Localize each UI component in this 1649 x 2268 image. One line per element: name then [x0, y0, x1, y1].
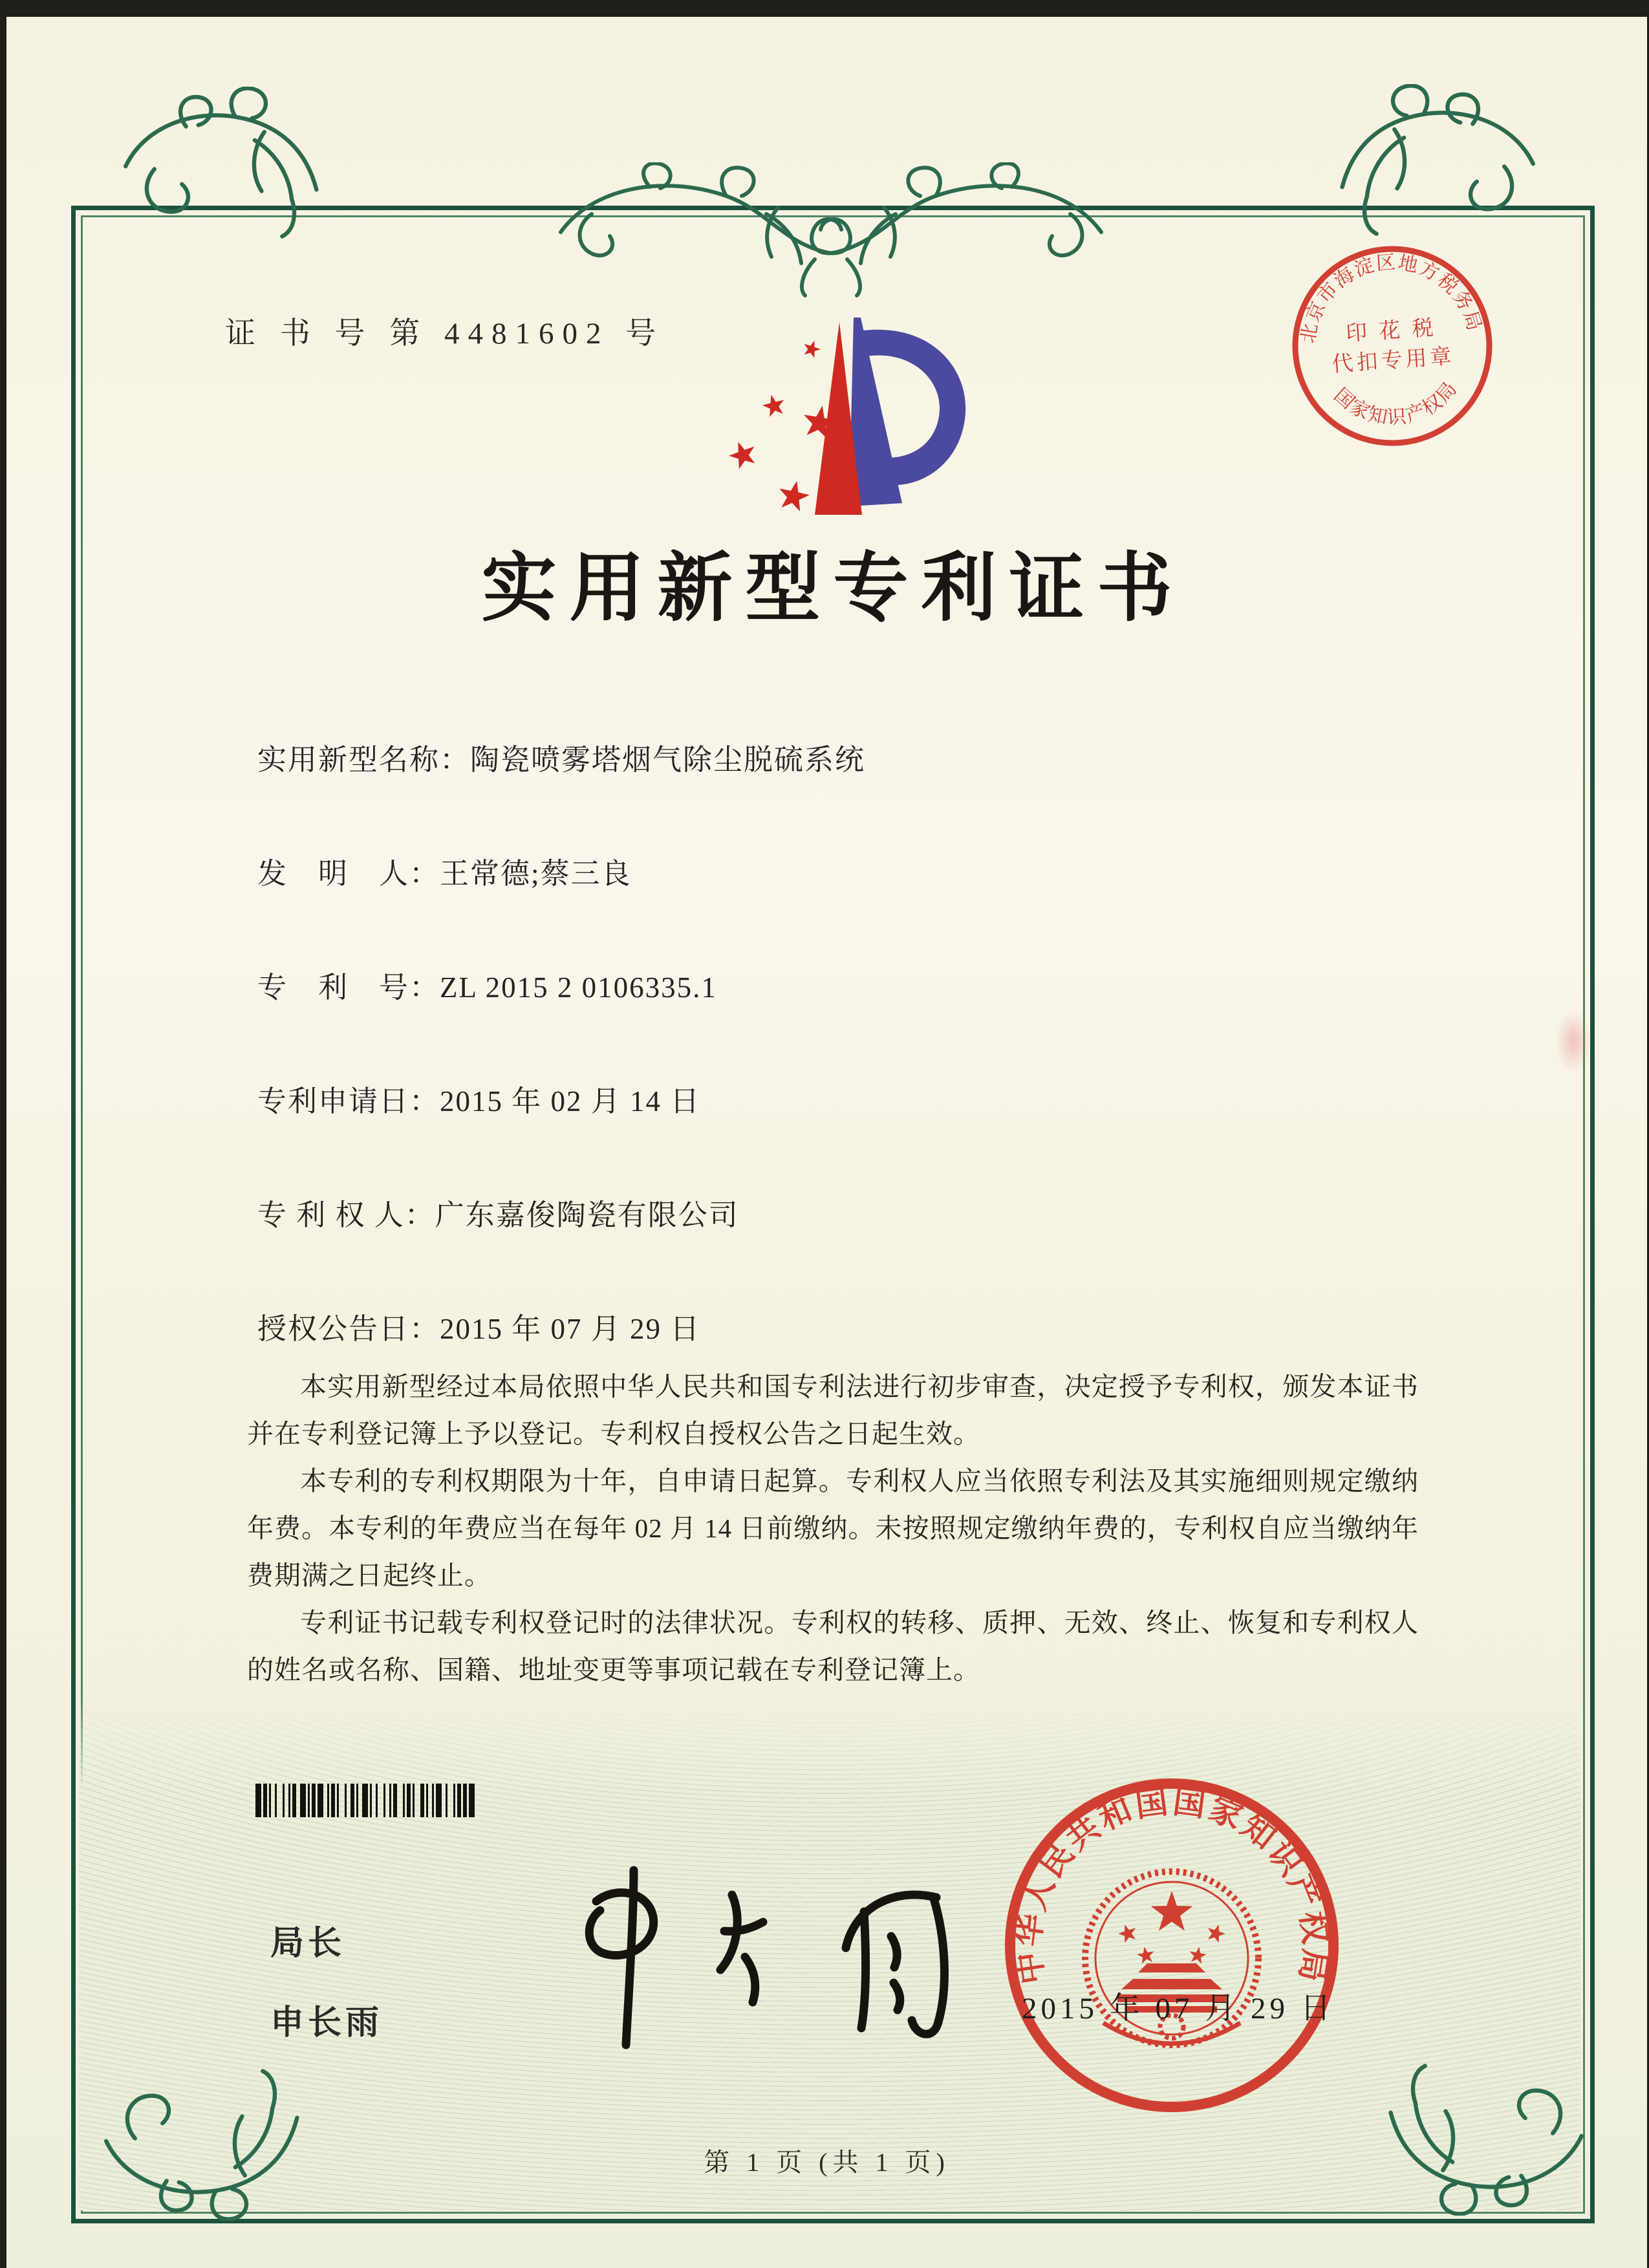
barcode-bar: [436, 1784, 442, 1817]
sipo-logo-icon: [715, 309, 973, 529]
barcode-bar: [469, 1784, 475, 1817]
tax-stamp-center-line1: 印 花 税: [1345, 316, 1438, 346]
field-utility-model-name: [257, 736, 1421, 850]
field-value: 2015 年 07 月 29 日: [440, 1313, 701, 1345]
barcode-gap: [475, 1784, 477, 1817]
certificate-title: 实用新型专利证书: [481, 548, 1185, 631]
corner-flourish-icon: [1377, 2060, 1591, 2216]
tax-stamp-center-line2: 代扣专用章: [1331, 345, 1456, 377]
signer-name: 申长雨: [270, 2005, 383, 2042]
sipo-seal-ring: [1010, 1784, 1333, 2107]
tax-stamp: [1278, 232, 1506, 460]
page-indicator: 第 1 页 (共 1 页): [704, 2148, 950, 2177]
certificate-paper: [6, 17, 1647, 2268]
field-label: 专 利 权 人：: [257, 1199, 435, 1231]
barcode-gap: [277, 1784, 283, 1817]
barcode-gap: [397, 1784, 403, 1817]
field-label: 专 利 号：: [257, 971, 440, 1004]
corner-flourish-icon: [116, 87, 330, 242]
field-label: 专利申请日：: [257, 1085, 440, 1118]
barcode-gap: [339, 1784, 345, 1817]
tax-stamp-arc-top-text: 北京市海淀区地方税务局: [1297, 252, 1486, 345]
field-list: [257, 736, 1421, 1419]
sipo-seal: [1000, 1773, 1344, 2117]
barcode-bar: [362, 1784, 368, 1817]
field-label: 授权公告日：: [257, 1313, 440, 1345]
scan-artifact: [1556, 1010, 1591, 1072]
barcode-bar: [318, 1784, 323, 1817]
field-value: 陶瓷喷雾塔烟气除尘脱硫系统: [470, 744, 866, 776]
field-filing-date: [257, 1077, 1421, 1191]
legal-paragraph: 本专利的专利权期限为十年，自申请日起算。专利权人应当依照专利法及其实施细则规定缴纳年费。本专利的年费应当在每年 02 月 14 日前缴纳。未按照规定缴纳年费的，专利权自应当缴纳年费期满之日起终止。: [247, 1466, 1419, 1590]
field-value: ZL 2015 2 0106335.1: [440, 971, 717, 1004]
barcode-bar: [255, 1784, 261, 1817]
barcode-gap: [447, 1784, 453, 1817]
barcode-bar: [300, 1784, 306, 1817]
signer-block: [270, 1916, 383, 2044]
svg-text:中华人民共和国国家知识产权局: [1010, 1783, 1334, 1986]
field-value: 2015 年 02 月 14 日: [440, 1085, 701, 1118]
barcode-gap: [415, 1784, 420, 1817]
svg-text:国家知识产权局: [1329, 376, 1464, 433]
field-label: 实用新型名称：: [257, 744, 471, 776]
sipo-seal-arc-text: 中华人民共和国国家知识产权局: [1009, 1783, 1334, 1987]
field-value: 王常德;蔡三良: [440, 858, 632, 890]
barcode: [255, 1784, 491, 1817]
issue-date: 2015 年 07 月 29 日: [1022, 1992, 1335, 2025]
field-patent-number: [257, 964, 1421, 1077]
barcode-gap: [378, 1784, 383, 1817]
dragon-ornament-icon: [553, 162, 1109, 299]
field-inventors: [257, 850, 1421, 964]
handwritten-signature: [537, 1859, 1015, 2059]
signer-title: 局长: [270, 1925, 346, 1962]
field-value: 广东嘉俊陶瓷有限公司: [435, 1199, 739, 1231]
tax-stamp-arc-bottom-text: 国家知识产权局: [1330, 377, 1462, 429]
field-patentee: [257, 1191, 1421, 1305]
corner-flourish-icon: [1329, 84, 1542, 239]
corner-flourish-icon: [97, 2066, 310, 2221]
legal-paragraph: 专利证书记载专利权登记时的法律状况。专利权的转移、质押、无效、终止、恢复和专利权人的姓名或名称、国籍、地址变更等事项记载在专利登记簿上。: [247, 1608, 1419, 1685]
legal-paragraph: 本实用新型经过本局依照中华人民共和国专利法进行初步审查，决定授予专利权，颁发本证书并在专利登记簿上予以登记。专利权自授权公告之日起生效。: [247, 1372, 1419, 1449]
field-label: 发 明 人：: [257, 858, 440, 890]
legal-text: [247, 1363, 1419, 1694]
certificate-number: 证 书 号 第 4481602 号: [225, 317, 665, 351]
